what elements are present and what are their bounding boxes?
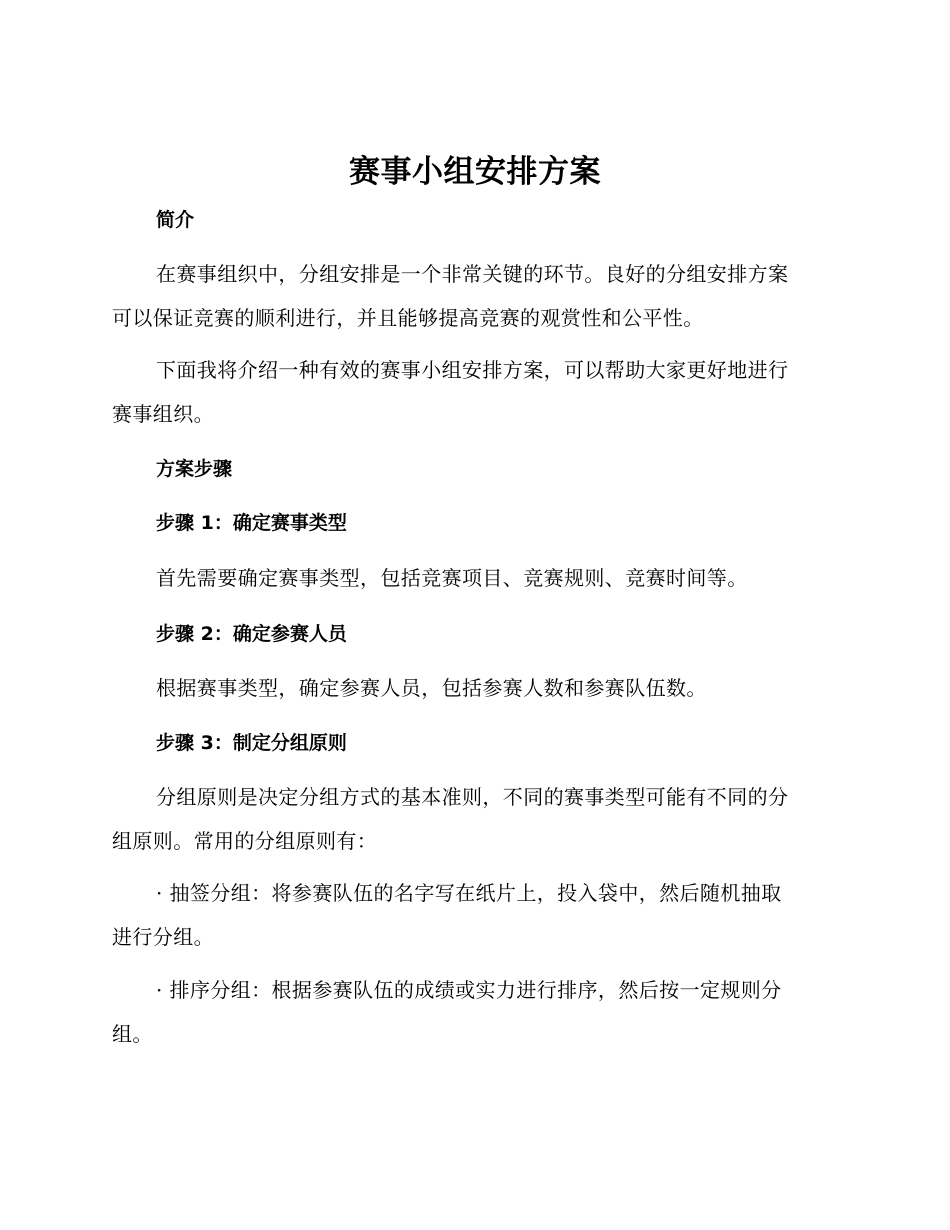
steps-heading: 方案步骤 [156, 458, 233, 480]
paragraph-line: 下面我将介绍一种有效的赛事小组安排方案，可以帮助大家更好地进行 [156, 358, 789, 382]
paragraph-line: 首先需要确定赛事类型，包括竞赛项目、竞赛规则、竞赛时间等。 [156, 566, 748, 590]
bullet-item-ranking [112, 968, 832, 1056]
paragraph-line: 可以保证竞赛的顺利进行，并且能够提高竞赛的观赏性和公平性。 [112, 306, 704, 330]
step3-heading: 步骤 3：制定分组原则 [156, 732, 347, 754]
paragraph-line: 分组原则是决定分组方式的基本准则，不同的赛事类型可能有不同的分 [156, 785, 789, 809]
step1-heading: 步骤 1：确定赛事类型 [156, 512, 347, 534]
document-title: 赛事小组安排方案 [349, 154, 601, 190]
bullet-line: 进行分组。 [112, 925, 214, 949]
bullet-line: · 排序分组：根据参赛队伍的成绩或实力进行排序，然后按一定规则分 [156, 978, 782, 1002]
paragraph-line: 赛事组织。 [112, 402, 214, 426]
intro-heading: 简介 [156, 209, 195, 231]
paragraph-line: 在赛事组织中，分组安排是一个非常关键的环节。良好的分组安排方案 [156, 262, 789, 286]
intro-paragraph-1 [112, 252, 832, 340]
step3-paragraph [112, 775, 832, 863]
step2-paragraph [112, 666, 832, 710]
bullet-item-draw-lots [112, 871, 832, 959]
step2-heading: 步骤 2：确定参赛人员 [156, 623, 347, 645]
step1-paragraph [112, 556, 832, 600]
bullet-line: 组。 [112, 1022, 153, 1046]
intro-paragraph-2 [112, 348, 832, 436]
bullet-line: · 抽签分组：将参赛队伍的名字写在纸片上，投入袋中，然后随机抽取 [156, 881, 782, 905]
paragraph-line: 组原则。常用的分组原则有： [112, 829, 378, 853]
paragraph-line: 根据赛事类型，确定参赛人员，包括参赛人数和参赛队伍数。 [156, 676, 707, 700]
